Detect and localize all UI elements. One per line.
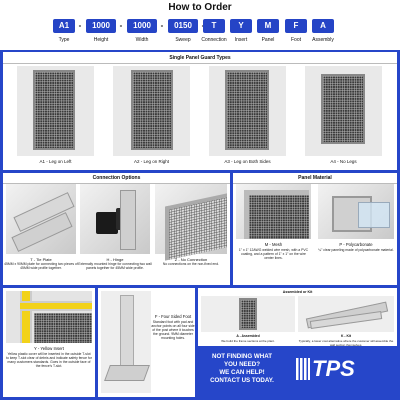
foot-image	[101, 291, 151, 393]
assembled-panel	[239, 298, 257, 330]
assembly-desc: We build the frame sections at the plant.	[221, 339, 275, 343]
panel-type-a4	[305, 66, 382, 156]
code-type: A1	[53, 19, 75, 33]
code-foot: F	[285, 19, 307, 33]
mesh-image	[236, 184, 311, 239]
cta-line: CONTACT US TODAY.	[210, 377, 274, 384]
panel-image	[131, 70, 173, 150]
poly-sheet	[358, 202, 390, 228]
logo-bars-icon	[296, 358, 310, 380]
separator: -	[119, 21, 123, 30]
insert-desc: Yellow plastic cover will be inserted in the outside T-slot to keep T-slot clear of debris and indicate safety fence for many customers standards. Goes in the outside face of the fence's T-slot.	[6, 352, 92, 368]
connection-label: H - Hinge	[106, 257, 124, 262]
kit-image	[298, 296, 394, 332]
panel-type-label: A3 - Leg on Both Sides	[224, 159, 271, 164]
code-label: Insert	[234, 37, 248, 43]
panel-image	[225, 70, 269, 150]
connection-label: T - Tie Plate	[30, 257, 52, 262]
foot-desc: Standard foot with pad and anchor points on all four side of the post where it touches the ground. 9MM diameter mounting holes.	[151, 320, 195, 340]
material-label: M - Mesh	[264, 242, 283, 247]
connection-desc: 45MM x 90MM plate for connecting two pieces of 45MM wide profile together.	[4, 262, 78, 270]
mesh-corner	[34, 313, 92, 343]
cta-line: NOT FINDING WHAT	[211, 353, 273, 360]
code-insert: Y	[230, 19, 252, 33]
cta-line: WE CAN HELP!	[219, 369, 265, 376]
code-sweep: 0150	[168, 19, 198, 33]
panel-type-label: A2 - Leg on Right	[133, 159, 170, 164]
material-desc: ¼" clear paneling made of polycarbonate material.	[318, 248, 394, 252]
mesh-corner	[165, 193, 227, 260]
foot-pad	[104, 365, 150, 381]
hinge-image	[80, 184, 150, 254]
yellow-insert-rail	[20, 291, 32, 343]
panel-type-label: A1 - Leg on Left	[39, 159, 72, 164]
tie-plate-image	[6, 184, 76, 254]
logo-text: TPS	[312, 356, 355, 381]
code-label: Type	[58, 37, 70, 43]
panel-image	[33, 70, 75, 150]
code-label: Assembly	[312, 37, 334, 43]
tps-logo	[296, 356, 386, 382]
hinge-profile	[120, 190, 136, 250]
panel-type-a3	[209, 66, 286, 156]
insert-image	[6, 291, 92, 343]
code-height: 1000	[86, 19, 116, 33]
code-label: Connection	[201, 37, 227, 43]
insert-label: Y - Yellow Insert	[34, 346, 64, 351]
section-title: Connection Options	[3, 175, 230, 184]
code-assembly: A	[312, 19, 334, 33]
connection-desc: No connections on the non-fixed end.	[162, 262, 220, 266]
assembly-desc: Typically, a lower cost alternative where the customer will assemble the wall section themselves.	[298, 339, 394, 347]
section-title: Assembled or Kit	[282, 290, 313, 294]
code-label: Sweep	[175, 37, 191, 43]
foot-post	[120, 295, 134, 367]
panel-type-a2	[113, 66, 190, 156]
material-label: P - Polycarbonate	[339, 242, 373, 247]
page-title: How to Order	[168, 2, 232, 13]
separator: -	[78, 21, 82, 30]
cta-line: YOU NEED?	[223, 361, 261, 368]
section-title: Single Panel Guard Types	[3, 55, 397, 64]
polycarbonate-image	[318, 184, 394, 239]
code-label: Foot	[290, 37, 301, 43]
code-label: Height	[93, 37, 109, 43]
separator: -	[160, 21, 164, 30]
foot-label: F - Four Sided Foot	[154, 314, 192, 319]
assembly-label: A - Assembled	[236, 334, 260, 338]
panel-image	[321, 74, 365, 144]
assembly-label: K - Kit	[341, 334, 351, 338]
hinge-block	[96, 212, 118, 234]
section-title: Panel Material	[233, 175, 397, 184]
code-width: 1000	[127, 19, 157, 33]
code-label: Panel	[261, 37, 275, 43]
no-connection-image	[155, 184, 227, 254]
connection-desc: Externally mounted hinge for connecting two wall panels together for 45MM wide profile.	[78, 262, 152, 270]
mesh-sample	[244, 190, 309, 239]
material-desc: 1" x 1" 12AWG welded wire mesh, with a PVC coating, and a pattern of 1" x 1" on the wire center lines.	[238, 248, 309, 260]
panel-type-label: A4 - No Legs	[330, 159, 357, 164]
assembled-image	[201, 296, 295, 332]
code-panel: M	[257, 19, 279, 33]
code-connection: T	[203, 19, 225, 33]
panel-type-a1	[17, 66, 94, 156]
code-label: Width	[135, 37, 149, 43]
yellow-insert-rail	[20, 301, 92, 311]
connection-label: Z - No Connection	[174, 257, 208, 262]
